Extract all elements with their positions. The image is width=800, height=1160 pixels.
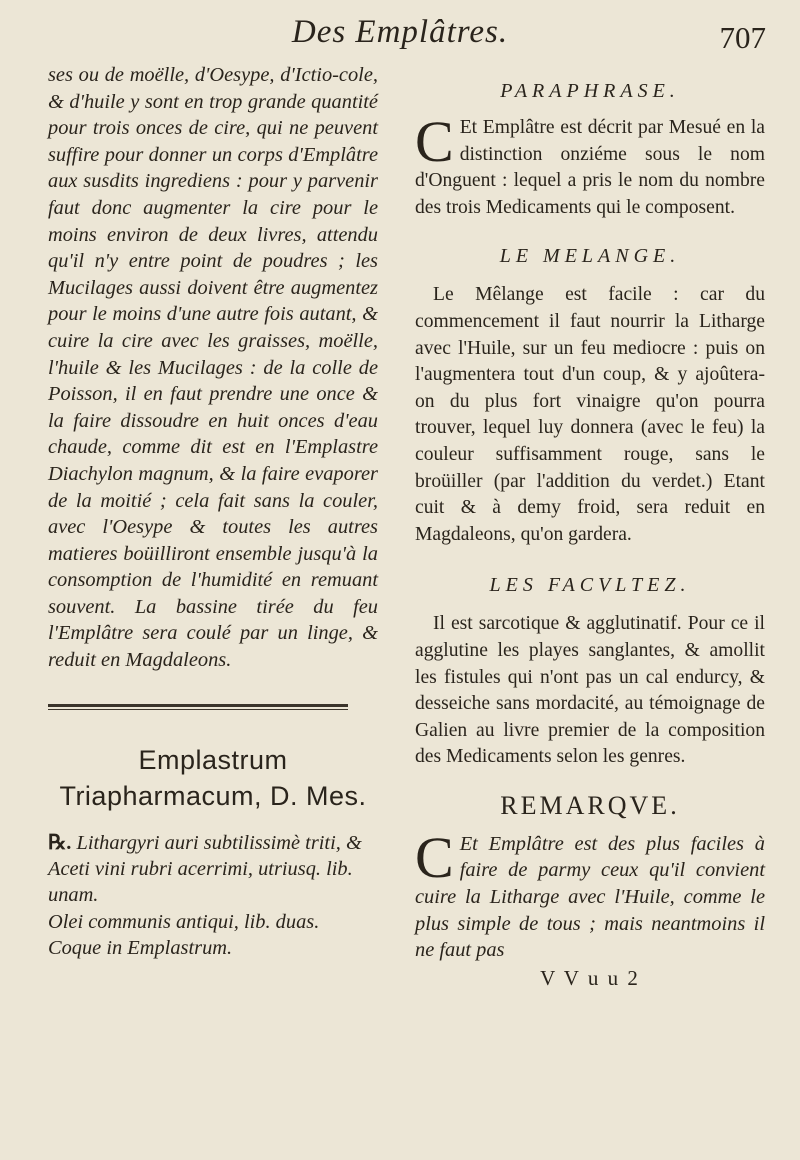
heading-melange: LE MELANGE.: [499, 245, 681, 268]
heading-paraphrase: PARAPHRASE.: [500, 80, 680, 102]
heading-facultez: LES FACVLTEZ.: [489, 574, 691, 597]
right-column: [415, 62, 765, 991]
continuation-paragraph: ses ou de moëlle, d'Oesype, d'Ictio-cole, & d'huile y sont en trop grande quantité pour trois onces de cire, qui ne peuvent suffire pour donner un corps d'Emplâtre aux susdits ingrediens : pour y parvenir faut donc augmenter la cire pour le moins environ de deux livres, attendu qu'il n'y entre point de poudres ; les Mucilages aussi doivent être augmentez pour le moins d'une autre fois autant, & cuire la cire avec les graisses, moëlle, l'huile & les Mucilages : de la colle de Poisson, il en faut prendre une once & la faire dissoudre en huit onces d'eau chaude, comme dit est en l'Emplastre Diachylon magnum, & la faire evaporer de la moitié ; cela fait sans la couler, avec l'Oesype & toutes les autres matieres boüilliront ensemble jusqu'à la consomption de l'humidité en remuant souvent. La bassine tirée du feu l'Emplâtre sera coulé par un linge, & reduit en Magdaleons.: [48, 64, 378, 672]
recipe-ingredient-2: Aceti vini rubri acerrimi, utriusq. lib. unam.: [48, 858, 353, 907]
facultez-paragraph: Il est sarcotique & agglutinatif. Pour ce il agglutine les playes sanglantes, & amollit les fistules qui n'ont pas un cal endurcy, & desseiche sans mordacité, au témoignage de Galien au livre premier de la composition des Medicaments selon les genres.: [415, 613, 765, 768]
signature-mark: V V u u 2: [540, 965, 640, 990]
recipe-ingredient-1: Lithargyri auri subtilissimè triti, &: [76, 831, 362, 854]
page-number: 707: [719, 20, 766, 55]
running-title: Des Emplâtres.: [291, 14, 509, 50]
paraphrase-paragraph: [415, 109, 765, 221]
recipe-line: [48, 830, 378, 856]
section-divider-thin: [48, 709, 348, 710]
drop-cap: C: [415, 109, 454, 174]
heading-remarque: REMARQVE.: [500, 790, 680, 820]
recipe-body: [48, 830, 378, 962]
section-divider: [48, 704, 348, 707]
recipe-instruction: Coque in Emplastrum.: [48, 937, 233, 960]
remarque-text: Et Emplâtre est des plus faciles à faire de parmy ceux qu'il convient cuire la Litharge avec l'Huile, comme le plus simple de tous ; mais neantmoins il ne faut pas: [415, 832, 765, 962]
left-column: [48, 62, 378, 962]
recipe-ingredient-3: Olei communis antiqui, lib. duas.: [48, 910, 320, 933]
melange-paragraph: Le Mêlange est facile : car du commencement il faut nourrir la Litharge avec l'Huile, sur un feu mediocre : puis on l'augmentera tout d'un coup, & y ajoûtera-on du plus fort vinaigre qu'on pourra trouver, lequel luy donnera (avec le feu) la couleur suffisamment rouge, sans le broüiller (par l'addition du verdet.) Etant cuit & à demy froid, sera reduit en Magdaleons, qu'on gardera.: [415, 284, 765, 545]
paraphrase-text: Et Emplâtre est décrit par Mesué en la distinction onziéme sous le nom d'Onguent : lequel a pris le nom du nombre des trois Medicaments qui le composent.: [415, 117, 765, 218]
remarque-paragraph: [415, 824, 765, 964]
recipe-title: Emplastrum Triapharmacum, D. Mes.: [59, 744, 367, 811]
recipe-symbol: ℞.: [48, 831, 72, 854]
drop-cap-remarque: C: [415, 824, 454, 890]
